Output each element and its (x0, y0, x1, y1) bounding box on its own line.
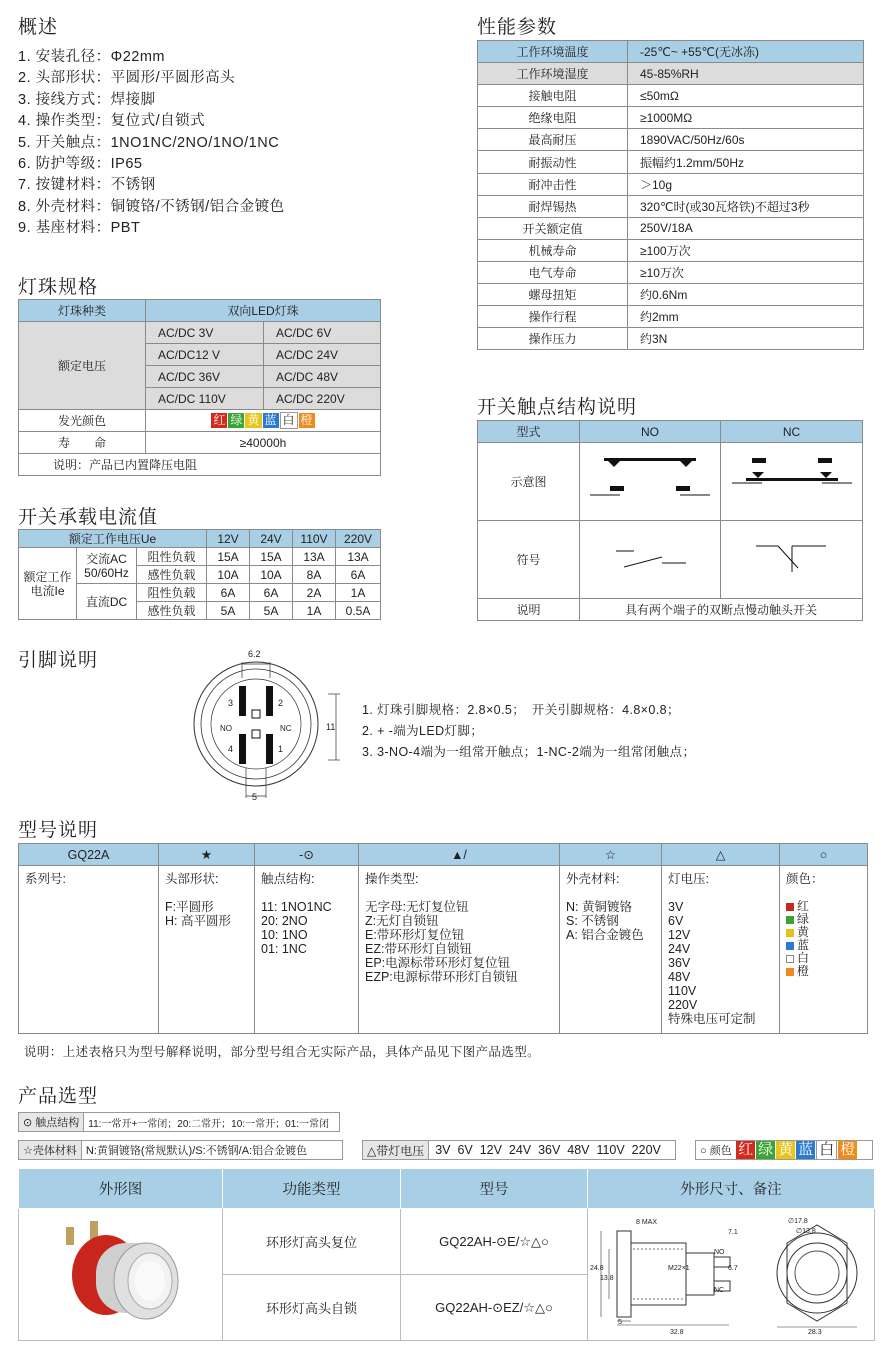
perf-value: ≤50mΩ (628, 85, 864, 107)
nc-contact-diagram (732, 450, 852, 510)
no-contact-diagram (590, 450, 710, 510)
voltage-tag-label: △带灯电压 (363, 1141, 429, 1159)
overview-item: 8. 外壳材料：铜镀铬/不锈钢/铝合金镀色 (18, 198, 285, 215)
dim-side: 11 (326, 722, 336, 732)
led-voltage: AC/DC 220V (264, 388, 381, 410)
selection-header: 外形尺寸、备注 (588, 1169, 875, 1209)
led-voltage: AC/DC 24V (264, 344, 381, 366)
model-series-label: 系列号: (25, 872, 66, 886)
overview-item: 5. 开关触点：1NO1NC/2NO/1NO/1NC (18, 134, 280, 151)
dim-label: 32.8 (670, 1329, 684, 1336)
model-col-item: 110V (668, 984, 697, 998)
overview-item: 9. 基座材料：PBT (18, 220, 141, 237)
product-func: 环形灯高头自锁 (223, 1275, 401, 1341)
model-header: ○ (780, 844, 868, 866)
perf-value: 振幅约1.2mm/50Hz (628, 151, 864, 173)
perf-value: ≥100万次 (628, 239, 864, 261)
product-model: GQ22AH-⊙EZ/☆△○ (401, 1275, 588, 1341)
pin-label-no: NO (220, 724, 232, 733)
contact-row-symbol: 符号 (478, 521, 580, 599)
no-diagram (580, 443, 721, 521)
current-value: 13A (293, 548, 336, 566)
led-voltage: AC/DC 6V (264, 322, 381, 344)
model-col-item: EP:电源标带环形灯复位钮 (365, 956, 511, 970)
contact-structure-label: ⊙ 触点结构 (19, 1113, 84, 1131)
color-swatch (786, 929, 794, 937)
model-voltage (662, 866, 780, 1034)
led-voltage: AC/DC 110V (146, 388, 264, 410)
product-func: 环形灯高头复位 (223, 1209, 401, 1275)
model-col-item: 36V (668, 956, 691, 970)
current-voltage: 12V (207, 530, 250, 548)
current-load: 阻性负载 (137, 548, 207, 566)
contact-col-nc: NC (721, 421, 863, 443)
model-col-item: 特殊电压可定制 (668, 1012, 756, 1026)
model-col-title: 颜色： (786, 872, 824, 886)
dim-label: 5 (618, 1319, 622, 1326)
perf-value: 约3N (628, 328, 864, 350)
model-col-item: 48V (668, 970, 691, 984)
current-title: 开关承载电流值 (18, 507, 159, 528)
model-col-item: 12V (668, 928, 691, 942)
contact-structure-text: 11:一常开+一常闭；20:二常开；10:一常开；01:一常闭 (88, 1118, 329, 1130)
model-header: ▲/ (359, 844, 560, 866)
model-header: -⊙ (255, 844, 359, 866)
dim-label: 7.1 (728, 1229, 738, 1236)
current-load: 阻性负载 (137, 584, 207, 602)
color-legend-label: 黄 (797, 925, 810, 939)
perf-label: 工作环境湿度 (478, 63, 628, 85)
color-swatch (786, 955, 794, 963)
led-title: 灯珠规格 (18, 277, 99, 298)
current-value: 1A (293, 602, 336, 620)
current-row-label: 额定工作电流Ie (19, 548, 77, 620)
model-col-item: Z:无灯自锁钮 (365, 914, 439, 928)
voltage-tag-text: 3V 6V 12V 24V 36V 48V 110V 220V (435, 1143, 661, 1157)
dim-label: NO (714, 1249, 725, 1256)
current-value: 10A (207, 566, 250, 584)
performance-title: 性能参数 (477, 17, 558, 38)
current-value: 15A (207, 548, 250, 566)
overview-item: 4. 操作类型：复位式/自锁式 (18, 113, 206, 130)
led-voltage: AC/DC 48V (264, 366, 381, 388)
color-tag (695, 1140, 873, 1160)
no-symbol (580, 521, 721, 599)
perf-label: 耐焊锡热 (478, 195, 628, 217)
perf-label: 操作行程 (478, 306, 628, 328)
current-dc-label: 直流DC (77, 584, 137, 620)
current-value: 6A (207, 584, 250, 602)
model-table (18, 843, 868, 1034)
color-swatch (786, 916, 794, 924)
current-table (18, 529, 381, 620)
model-col-item: 11: 1NO1NC (261, 900, 332, 914)
led-type-value: 双向LED灯珠 (146, 300, 381, 322)
led-voltage-label: 额定电压 (19, 322, 146, 410)
selection-header: 型号 (401, 1169, 588, 1209)
pin-note: 1. 灯珠引脚规格：2.8×0.5； 开关引脚规格：4.8×0.8； (362, 703, 680, 717)
led-color-chips (146, 410, 381, 432)
dim-top: 6.2 (248, 649, 261, 659)
current-load: 感性负载 (137, 602, 207, 620)
current-value: 2A (293, 584, 336, 602)
model-col-item: EZ:带环形灯自锁钮 (365, 942, 472, 956)
led-life-label: 寿 命 (19, 432, 146, 454)
led-note: 说明：产品已内置降压电阻 (19, 454, 381, 476)
dim-label: 13.8 (600, 1275, 614, 1282)
perf-label: 最高耐压 (478, 129, 628, 151)
model-header: △ (662, 844, 780, 866)
color-chip: 红 (738, 1141, 754, 1158)
model-operation (359, 866, 560, 1034)
color-chip: 蓝 (264, 413, 277, 427)
dimension-drawing (588, 1209, 875, 1341)
color-tag-label: ○ 颜色 (700, 1145, 732, 1157)
nc-switch-symbol (752, 538, 832, 578)
selection-title: 产品选型 (18, 1086, 99, 1107)
current-voltage: 110V (293, 530, 336, 548)
contact-structure-tag (18, 1112, 340, 1132)
current-value: 10A (250, 566, 293, 584)
color-chip: 橙 (840, 1141, 856, 1158)
color-legend-label: 白 (797, 951, 810, 965)
color-swatch (786, 903, 794, 911)
model-col-item: 无字母:无灯复位钮 (365, 900, 469, 914)
color-swatch (786, 968, 794, 976)
pin-diagram (190, 648, 350, 803)
model-col-item: 3V (668, 900, 684, 914)
led-life-value: ≥40000h (146, 432, 381, 454)
overview-item: 3. 接线方式：焊接脚 (18, 91, 156, 108)
current-value: 0.5A (336, 602, 381, 620)
overview-item: 1. 安装孔径：Φ22mm (18, 49, 165, 65)
model-col-item: EZP:电源标带环形灯自锁钮 (365, 970, 518, 984)
model-col-title: 操作类型: (365, 872, 419, 886)
pin-label-1: 1 (278, 744, 284, 754)
current-voltage: 24V (250, 530, 293, 548)
model-color (780, 866, 868, 1034)
dim-label: 8 MAX (636, 1219, 658, 1226)
nc-symbol (721, 521, 863, 599)
perf-value: 250V/18A (628, 217, 864, 239)
push-button-image (46, 1213, 196, 1333)
pins-title: 引脚说明 (18, 650, 99, 671)
dim-label: ∅13.8 (796, 1228, 816, 1235)
model-col-item: N: 黄铜镀铬 (566, 900, 632, 914)
perf-label: 操作压力 (478, 328, 628, 350)
shell-material-text: N:黄铜镀铬(常规默认)/S:不锈钢/A:铝合金镀色 (85, 1145, 308, 1157)
contact-row-diagram: 示意图 (478, 443, 580, 521)
color-chip: 红 (213, 413, 226, 427)
dim-label: 24.8 (590, 1265, 604, 1272)
model-col-item: 6V (668, 914, 684, 928)
led-color-label: 发光颜色 (19, 410, 146, 432)
current-value: 6A (336, 566, 381, 584)
perf-label: 工作环境温度 (478, 41, 628, 63)
model-col-item: E:带环形灯复位钮 (365, 928, 465, 942)
current-voltage: 220V (336, 530, 381, 548)
contact-row-desc: 说明 (478, 599, 580, 621)
model-note: 说明：上述表格只为型号解释说明，部分型号组合无实际产品，具体产品见下图产品选型。 (24, 1045, 541, 1059)
performance-table (477, 40, 864, 350)
model-series (19, 866, 159, 1034)
model-header: ★ (159, 844, 255, 866)
model-col-item: F:平圆形 (165, 900, 214, 914)
color-tag-chips (736, 1140, 858, 1160)
pin-note: 3. 3-NO-4端为一组常开触点；1-NC-2端为一组常闭触点； (362, 745, 696, 759)
shell-material-tag (18, 1140, 343, 1160)
model-col-item: 10: 1NO (261, 928, 308, 942)
color-chip: 绿 (230, 413, 243, 427)
model-col-item: H: 高平圆形 (165, 914, 231, 928)
dim-label: M22×1 (668, 1265, 690, 1272)
no-switch-symbol (610, 543, 690, 573)
model-col-item: A: 铝合金镀色 (566, 928, 644, 942)
perf-label: 耐冲击性 (478, 173, 628, 195)
dim-bottom: 5 (252, 792, 258, 802)
contact-title: 开关触点结构说明 (477, 397, 638, 418)
model-shell (560, 866, 662, 1034)
selection-header: 功能类型 (223, 1169, 401, 1209)
overview-item: 6. 防护等级：IP65 (18, 155, 143, 172)
perf-label: 螺母扭矩 (478, 284, 628, 306)
color-chip: 橙 (300, 413, 313, 427)
color-chip: 黄 (778, 1141, 794, 1158)
current-value: 6A (250, 584, 293, 602)
color-legend-label: 绿 (797, 912, 810, 926)
model-col-title: 外壳材料: (566, 872, 620, 886)
perf-value: -25℃~ +55℃(无冰冻) (628, 41, 864, 63)
led-voltage: AC/DC12 V (146, 344, 264, 366)
color-legend-item (786, 965, 861, 978)
led-type-label: 灯珠种类 (19, 300, 146, 322)
pin-label-3: 3 (228, 698, 234, 708)
perf-value: ≥1000MΩ (628, 107, 864, 129)
perf-value: 1890VAC/50Hz/60s (628, 129, 864, 151)
dim-label: NC (714, 1287, 725, 1294)
pin-note: 2. + -端为LED灯脚； (362, 724, 484, 738)
current-value: 8A (293, 566, 336, 584)
current-ac-label: 交流AC 50/60Hz (77, 548, 137, 584)
perf-value: 约0.6Nm (628, 284, 864, 306)
selection-header: 外形图 (19, 1169, 223, 1209)
model-col-item: 24V (668, 942, 691, 956)
model-header: GQ22A (19, 844, 159, 866)
contact-col-no: NO (580, 421, 721, 443)
current-header: 额定工作电压Ue (19, 530, 207, 548)
perf-value: ＞10g (628, 173, 864, 195)
overview-title: 概述 (18, 17, 59, 38)
color-chip: 白 (280, 412, 298, 429)
led-voltage: AC/DC 36V (146, 366, 264, 388)
model-col-item: S: 不锈钢 (566, 914, 619, 928)
model-col-item: 20: 2NO (261, 914, 308, 928)
perf-label: 接触电阻 (478, 85, 628, 107)
overview-item: 2. 头部形状：平圆形/平圆形高头 (18, 70, 236, 87)
nc-diagram (721, 443, 863, 521)
dim-label: 28.3 (808, 1329, 822, 1336)
color-chip: 绿 (758, 1141, 774, 1158)
model-col-title: 触点结构: (261, 872, 315, 886)
current-value: 13A (336, 548, 381, 566)
pin-label-nc: NC (280, 724, 292, 733)
model-col-item: 220V (668, 998, 698, 1012)
model-contact (255, 866, 359, 1034)
pin-notes (362, 700, 695, 763)
perf-value: 45-85%RH (628, 63, 864, 85)
model-col-item: 01: 1NC (261, 942, 307, 956)
model-title: 型号说明 (18, 820, 99, 841)
selection-table (18, 1168, 875, 1341)
model-col-title: 灯电压: (668, 872, 709, 886)
perf-label: 耐振动性 (478, 151, 628, 173)
current-value: 15A (250, 548, 293, 566)
overview-item: 7. 按键材料：不锈钢 (18, 177, 156, 194)
color-legend-label: 橙 (797, 964, 810, 978)
pin-label-2: 2 (278, 698, 284, 708)
perf-label: 绝缘电阻 (478, 107, 628, 129)
current-load: 感性负载 (137, 566, 207, 584)
shell-material-label: ☆壳体材料 (19, 1141, 82, 1159)
model-col-title: 头部形状: (165, 872, 219, 886)
model-color-legend (786, 900, 861, 978)
perf-value: ≥10万次 (628, 261, 864, 283)
led-table (18, 299, 381, 476)
current-value: 5A (207, 602, 250, 620)
led-voltage: AC/DC 3V (146, 322, 264, 344)
color-chip: 白 (816, 1140, 837, 1160)
color-chip: 蓝 (798, 1141, 814, 1158)
model-head-shape (159, 866, 255, 1034)
color-legend-label: 蓝 (797, 938, 810, 952)
perf-value: 约2mm (628, 306, 864, 328)
dim-label: ∅17.8 (788, 1218, 808, 1225)
pin-label-4: 4 (228, 744, 234, 754)
color-chip: 黄 (247, 413, 260, 427)
contact-table (477, 420, 863, 621)
current-value: 1A (336, 584, 381, 602)
color-swatch (786, 942, 794, 950)
overview-list (18, 47, 285, 240)
model-header: ☆ (560, 844, 662, 866)
contact-col-type: 型式 (478, 421, 580, 443)
color-legend-label: 红 (797, 899, 810, 913)
voltage-tag (362, 1140, 676, 1160)
perf-label: 电气寿命 (478, 261, 628, 283)
perf-label: 机械寿命 (478, 239, 628, 261)
perf-label: 开关额定值 (478, 217, 628, 239)
contact-desc: 具有两个端子的双断点慢动触头开关 (580, 599, 863, 621)
perf-value: 320℃时(或30瓦烙铁)不超过3秒 (628, 195, 864, 217)
product-image (19, 1209, 223, 1341)
dim-label: 6.7 (728, 1265, 738, 1272)
product-model: GQ22AH-⊙E/☆△○ (401, 1209, 588, 1275)
current-value: 5A (250, 602, 293, 620)
